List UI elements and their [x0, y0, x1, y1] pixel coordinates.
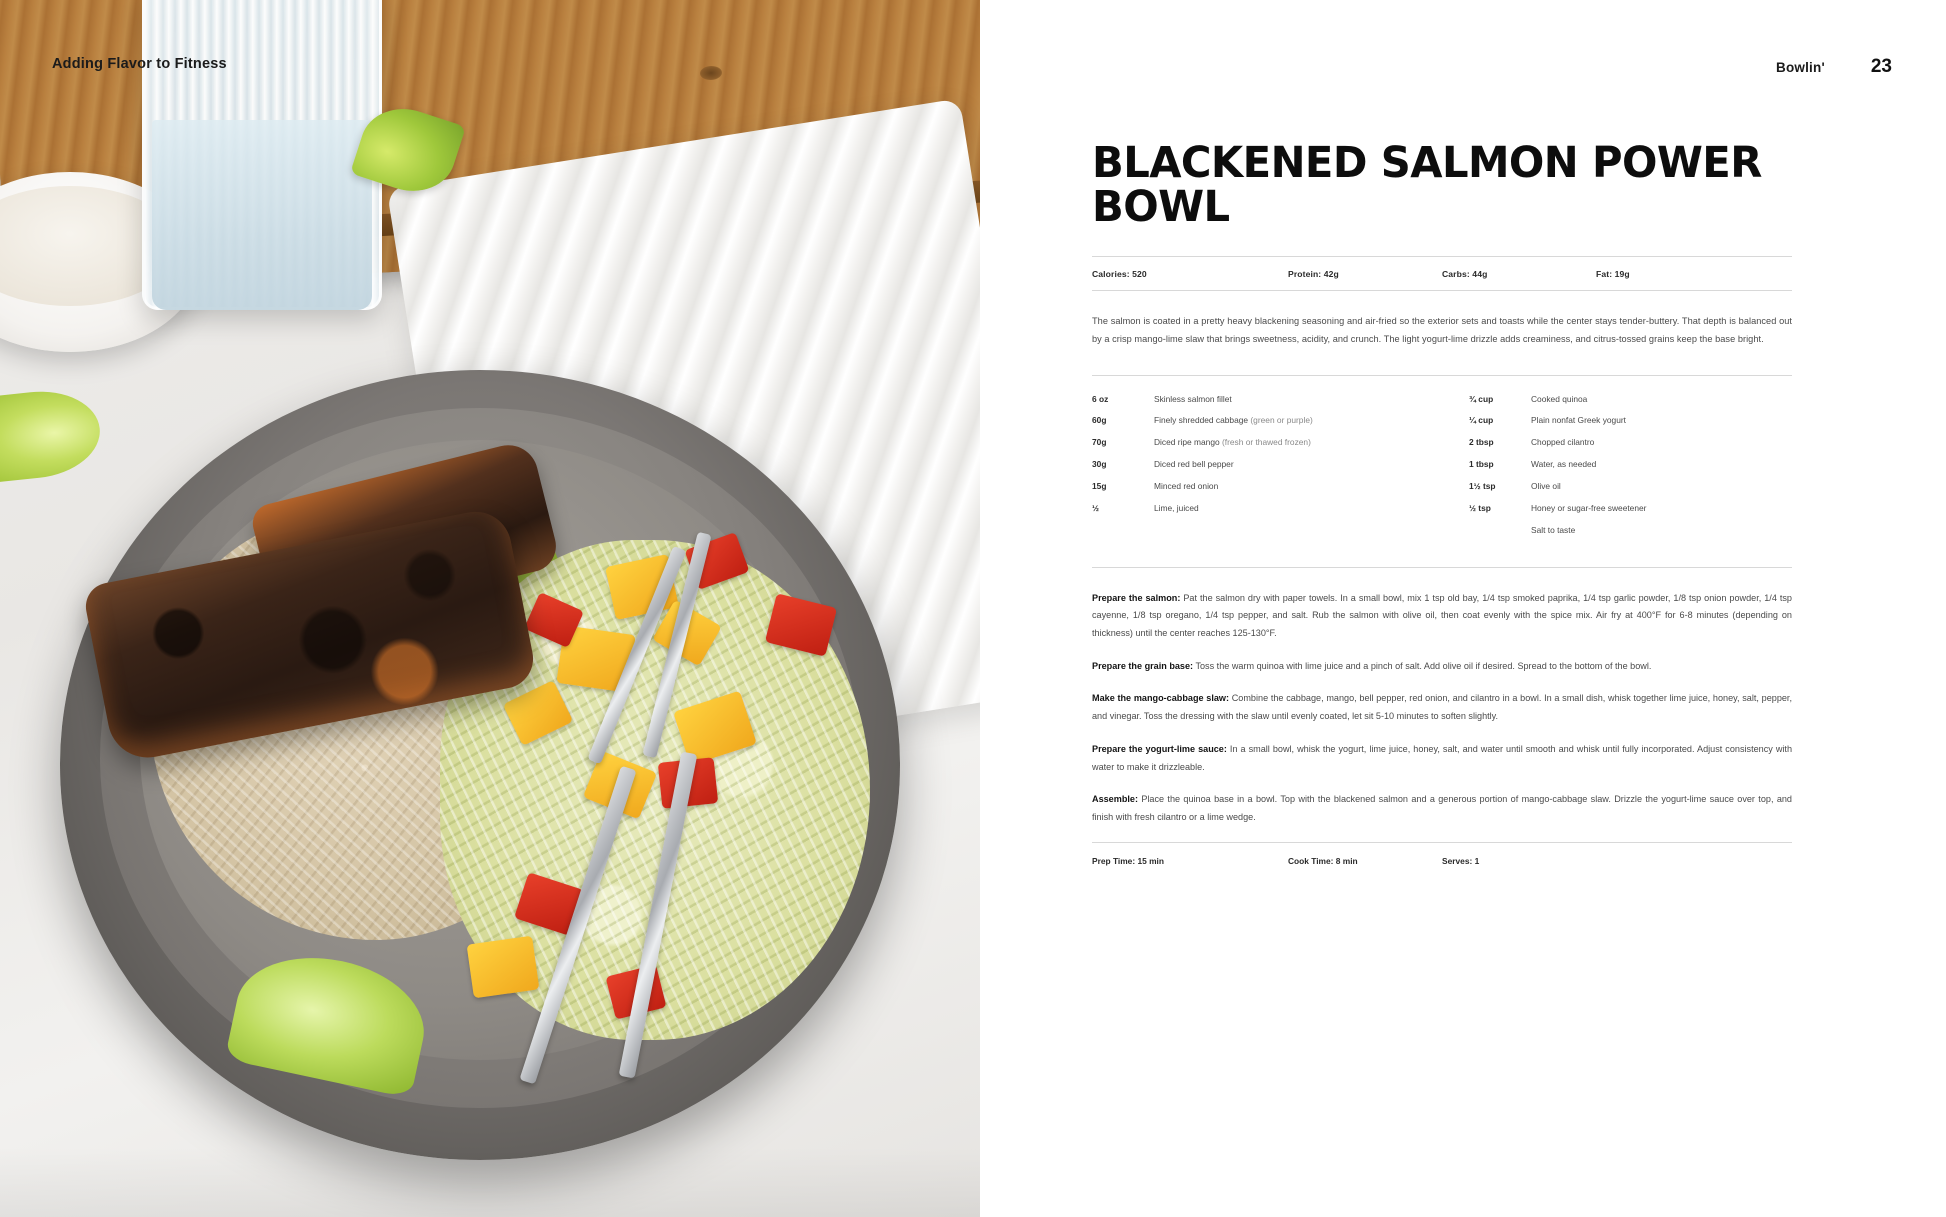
- ingredient-name-text: Skinless salmon fillet: [1154, 393, 1232, 404]
- brand-name: Bowlin': [1776, 59, 1825, 75]
- ingredients-column-right: [1469, 394, 1792, 547]
- fork-handle-right: [619, 752, 698, 1079]
- serving-forks: [560, 560, 920, 1080]
- ingredient-row: [1469, 394, 1792, 405]
- step-text: Pat the salmon dry with paper towels. In a small bowl, mix 1 tsp old bay, 1/4 tsp smoked paprika, 1/4 tsp garlic powder, 1/8 tsp onion powder, 1/4 tsp cayenne, 1/8 tsp oregano, 1/4 tsp pepper, and salt. Rub the salmon with olive oil, then coat evenly with the spice mix. Air fry at 400°F for 6-8 minutes (depending on thickness) until the center reaches 125-130°F.: [1092, 592, 1792, 638]
- ingredient-name: [1154, 437, 1311, 448]
- ingredient-amount: ½: [1092, 502, 1099, 513]
- ingredient-amount: 30g: [1092, 459, 1107, 470]
- instruction-step: [1092, 690, 1792, 725]
- ingredient-amount: ¼ cup: [1469, 415, 1494, 426]
- ingredient-row: [1469, 415, 1792, 426]
- ingredient-amount: 15g: [1092, 480, 1107, 491]
- macro-fat: Fat: 19g: [1596, 268, 1630, 279]
- ingredient-name: Water, as needed: [1531, 459, 1597, 470]
- ingredient-name: [1154, 459, 1234, 470]
- ingredient-name: Honey or sugar-free sweetener: [1531, 502, 1647, 513]
- page-title: BLACKENED SALMON POWER BOWL: [1092, 138, 1762, 232]
- right-page: [980, 0, 1946, 1217]
- ingredient-name: Salt to taste: [1531, 524, 1576, 535]
- macro-carbs: Carbs: 44g: [1442, 268, 1488, 279]
- recipe-intro: The salmon is coated in a pretty heavy blackening seasoning and air-fried so the exterior sets and toasts while the center stays tender-buttery. That depth is balanced out by a crisp mango-lime slaw that brings sweetness, acidity, and crunch. The light yogurt-lime drizzle adds creaminess, and citrus-tossed grains keep the base bright.: [1092, 315, 1792, 344]
- prep-time: Prep Time: 15 min: [1092, 855, 1164, 866]
- ingredient-name-text: Diced ripe mango: [1154, 437, 1222, 448]
- step-text: In a small bowl, whisk the yogurt, lime juice, honey, salt, and water until smooth and whisk until fully incorporated. Adjust consistency with water to make it drizzleable.: [1092, 743, 1793, 772]
- ingredient-name: Olive oil: [1531, 480, 1561, 491]
- step-heading: Assemble:: [1092, 794, 1138, 805]
- page-number: 23: [1870, 56, 1892, 77]
- instruction-step: [1092, 658, 1792, 676]
- photo-bottom-shadow: [0, 1147, 980, 1217]
- macro-row: [1092, 257, 1792, 290]
- ingredient-name: [1154, 503, 1199, 514]
- glass-water-line: [152, 120, 372, 310]
- ingredient-amount: 2 tbsp: [1469, 437, 1494, 448]
- macro-calories: Calories: 520: [1092, 268, 1147, 279]
- instruction-step: [1092, 741, 1792, 776]
- ingredient-row: [1469, 481, 1792, 492]
- instruction-step: [1092, 791, 1792, 826]
- instruction-step: [1092, 590, 1792, 643]
- ingredient-amount: ¾ cup: [1469, 393, 1494, 404]
- recipe-footer: [1092, 843, 1792, 866]
- ingredient-row: [1469, 459, 1792, 470]
- step-text: Place the quinoa base in a bowl. Top with the blackened salmon and a generous portion of mango-cabbage slaw. Drizzle the yogurt-lime sauce over top, and finish with fresh cilantro or a lime wedge.: [1092, 794, 1792, 822]
- ingredient-name: [1154, 415, 1313, 426]
- ingredient-note: (green or purple): [1250, 415, 1313, 426]
- step-heading: Make the mango-cabbage slaw:: [1092, 693, 1230, 704]
- ingredient-note: (fresh or thawed frozen): [1221, 437, 1311, 448]
- ingredient-name: Chopped cilantro: [1531, 437, 1595, 448]
- ingredient-name-text: Diced red bell pepper: [1154, 459, 1234, 470]
- macro-divider-bottom: [1092, 290, 1792, 291]
- mango-cube: [467, 936, 540, 999]
- ingredient-name-text: Lime, juiced: [1154, 502, 1199, 513]
- recipe-body: [1092, 138, 1793, 866]
- ingredient-row: [1092, 415, 1415, 426]
- step-heading: Prepare the grain base:: [1092, 660, 1194, 671]
- ingredient-amount: ½ tsp: [1469, 502, 1491, 513]
- ingredient-name: [1154, 394, 1232, 405]
- page-header: [1776, 56, 1892, 78]
- ingredient-row: [1469, 503, 1792, 514]
- ingredient-row: [1092, 503, 1415, 514]
- ingredient-row: [1092, 481, 1415, 492]
- ingredient-name: Cooked quinoa: [1531, 393, 1588, 404]
- ingredients-column-left: [1092, 394, 1415, 547]
- ingredient-amount: 70g: [1092, 437, 1107, 448]
- ingredient-row: [1469, 525, 1792, 536]
- ingredient-name: Plain nonfat Greek yogurt: [1531, 415, 1626, 426]
- ingredient-name: [1154, 481, 1218, 492]
- step-text: Toss the warm quinoa with lime juice and a pinch of salt. Add olive oil if desired. Spread to the bottom of the bowl.: [1193, 660, 1652, 671]
- running-head: Adding Flavor to Fitness: [52, 56, 227, 72]
- instructions-section: [1092, 590, 1792, 827]
- ingredients-divider-bottom: [1092, 567, 1792, 568]
- ingredient-row: [1092, 459, 1415, 470]
- step-heading: Prepare the yogurt-lime sauce:: [1092, 743, 1227, 754]
- servings: Serves: 1: [1442, 855, 1480, 866]
- ingredient-row: [1092, 394, 1415, 405]
- ingredient-name-text: Minced red onion: [1154, 480, 1219, 491]
- ingredient-amount: 60g: [1092, 415, 1107, 426]
- macro-protein: Protein: 42g: [1288, 268, 1339, 279]
- ingredient-name-text: Finely shredded cabbage: [1154, 415, 1251, 426]
- step-heading: Prepare the salmon:: [1092, 592, 1181, 603]
- ingredients-section: [1092, 376, 1792, 567]
- cook-time: Cook Time: 8 min: [1288, 855, 1358, 866]
- ingredient-amount: 1½ tsp: [1469, 480, 1496, 491]
- step-text: Combine the cabbage, mango, bell pepper, red onion, and cilantro in a bowl. In a small dish, whisk together lime juice, honey, salt, pepper, and vinegar. Toss the dressing with the slaw until evenly coated, let sit 5-10 minutes to soften slightly.: [1092, 693, 1792, 722]
- ingredient-row: [1469, 437, 1792, 448]
- ingredient-amount: 6 oz: [1092, 393, 1109, 404]
- ingredient-amount: 1 tbsp: [1469, 459, 1494, 470]
- ingredient-row: [1092, 437, 1415, 448]
